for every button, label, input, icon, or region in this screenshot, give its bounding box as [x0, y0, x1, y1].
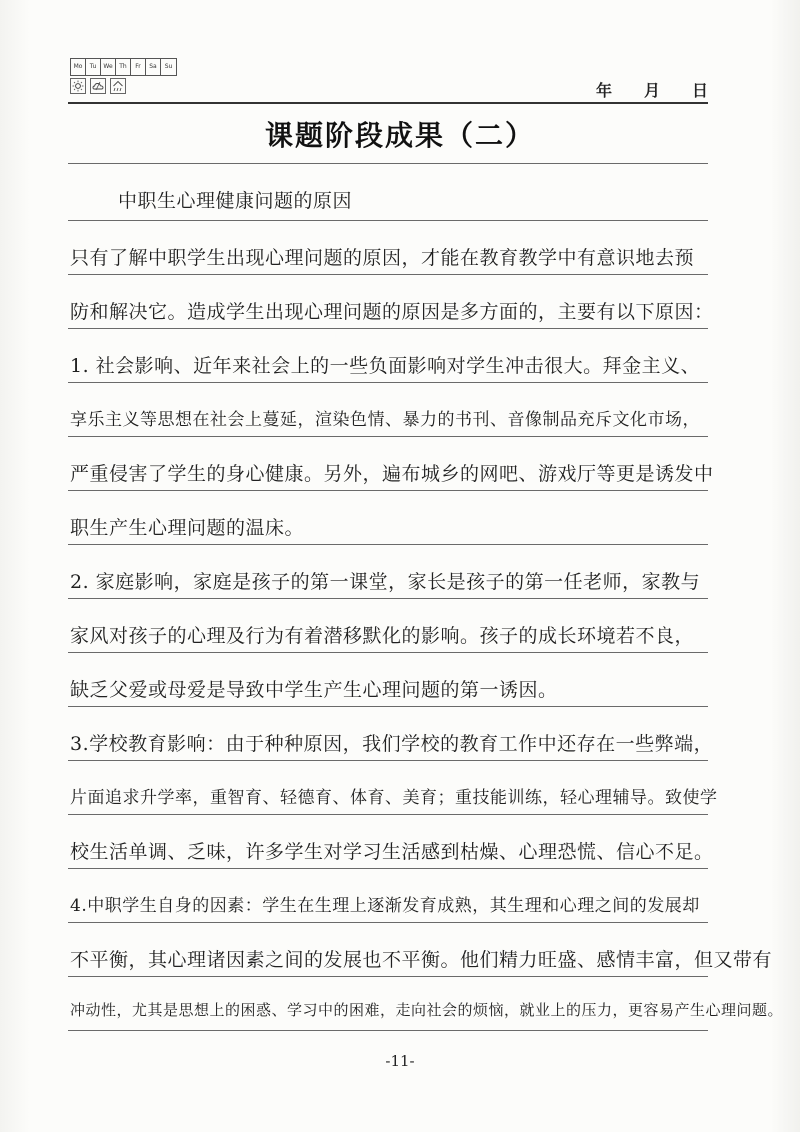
page-number: -11-: [385, 1052, 415, 1070]
ruled-line: [68, 436, 708, 437]
ruled-line: [68, 652, 708, 653]
text-line: 校生活单调、乏味，许多学生对学习生活感到枯燥、心理恐慌、信心不足。: [70, 841, 714, 863]
text-line: 冲动性，尤其是思想上的困惑、学习中的困难，走向社会的烦恼，就业上的压力，更容易产生心理问题。: [70, 1001, 784, 1019]
ruled-line: [68, 976, 708, 977]
ruled-line: [68, 814, 708, 815]
ruled-line: [68, 922, 708, 923]
header-divider: [68, 102, 708, 104]
page-title: 课题阶段成果（二）: [264, 119, 535, 152]
text-line: 只有了解中职学生出现心理问题的原因，才能在教育教学中有意识地去预: [70, 247, 695, 269]
weekday-sa: Sa: [146, 59, 161, 75]
ruled-line: [68, 598, 708, 599]
weekday-tu: Tu: [86, 59, 101, 75]
ruled-line: [68, 868, 708, 869]
text-line: 职生产生心理问题的温床。: [70, 517, 305, 539]
ruled-line: [68, 220, 708, 221]
section-heading: 中职生心理健康问题的原因: [118, 190, 353, 212]
ruled-line: [68, 544, 708, 545]
ruled-line: [68, 706, 708, 707]
rain-icon: [110, 78, 126, 94]
day-label: 日: [691, 81, 708, 100]
text-line: 享乐主义等思想在社会上蔓延，渲染色情、暴力的书刊、音像制品充斥文化市场，: [70, 410, 700, 430]
ruled-line: [68, 382, 708, 383]
year-label: 年: [595, 81, 612, 100]
text-line: 严重侵害了学生的身心健康。另外，遍布城乡的网吧、游戏厅等更是诱发中: [70, 463, 714, 485]
weekday-strip: [70, 58, 177, 76]
weekday-su: Su: [164, 63, 173, 70]
text-line: 片面追求升学率，重智育、轻德育、体育、美育；重技能训练，轻心理辅导。致使学: [70, 788, 718, 808]
text-line: 2. 家庭影响，家庭是孩子的第一课堂，家长是孩子的第一任老师，家教与: [70, 571, 701, 593]
ruled-line: [68, 163, 708, 164]
text-line: 4.中职学生自身的因素：学生在生理上逐渐发育成熟，其生理和心理之间的发展却: [70, 896, 700, 916]
text-line: 缺乏父爱或母爱是导致中学生产生心理问题的第一诱因。: [70, 679, 558, 701]
date-field: [596, 78, 708, 101]
text-line: 防和解决它。造成学生出现心理问题的原因是多方面的，主要有以下原因：: [70, 301, 714, 323]
text-line: 1. 社会影响、近年来社会上的一些负面影响对学生冲击很大。拜金主义、: [70, 355, 701, 377]
text-line: 3.学校教育影响：由于种种原因，我们学校的教育工作中还存在一些弊端，: [70, 733, 714, 755]
weekday-fr: Fr: [131, 59, 146, 75]
ruled-line: [68, 1030, 708, 1031]
text-line: 不平衡，其心理诸因素之间的发展也不平衡。他们精力旺盛、感情丰富，但又带有: [70, 949, 773, 971]
weekday-we: We: [101, 59, 116, 75]
ruled-line: [68, 490, 708, 491]
text-line: 家风对孩子的心理及行为有着潜移默化的影响。孩子的成长环境若不良，: [70, 625, 695, 647]
sun-icon: [70, 78, 86, 94]
ruled-line: [68, 760, 708, 761]
ruled-line: [68, 274, 708, 275]
month-label: 月: [643, 81, 660, 100]
weekday-mo: Mo: [71, 59, 86, 75]
ruled-line: [68, 328, 708, 329]
cloud-icon: [90, 78, 106, 94]
weekday-th: Th: [116, 59, 131, 75]
weather-icons: [70, 78, 126, 94]
